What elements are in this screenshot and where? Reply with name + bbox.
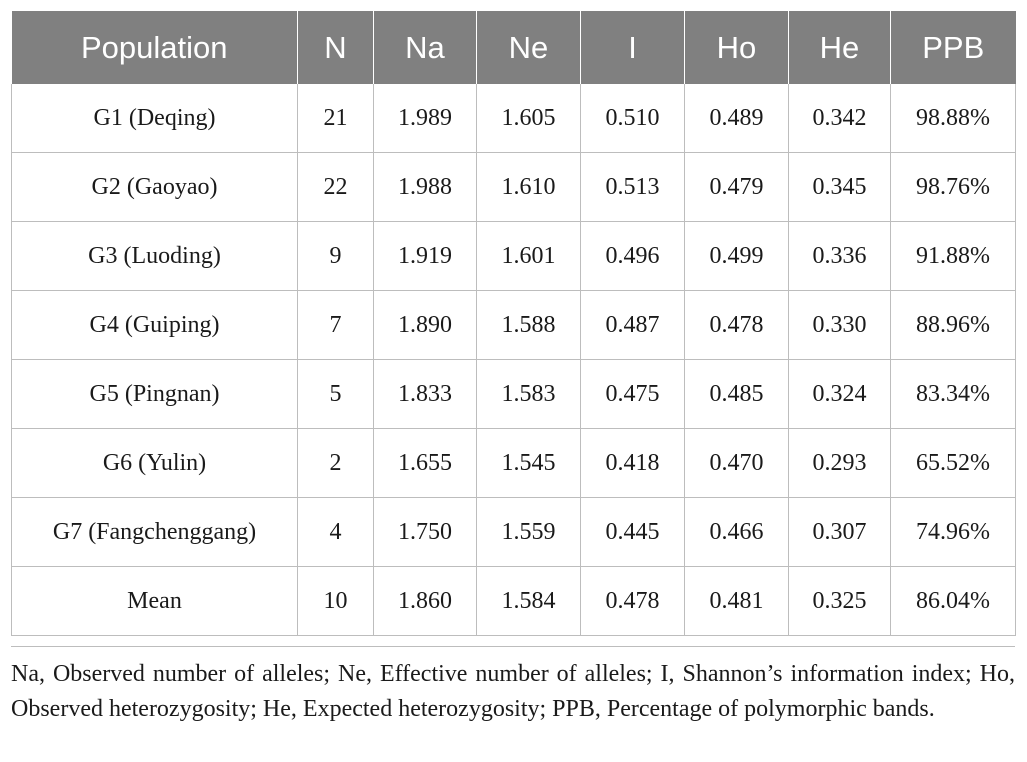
cell-na: 1.919 xyxy=(374,222,477,291)
col-header-ppb: PPB xyxy=(891,11,1016,84)
cell-ho: 0.499 xyxy=(685,222,789,291)
table-row xyxy=(12,429,1016,498)
cell-ne: 1.588 xyxy=(477,291,581,360)
cell-ppb: 91.88% xyxy=(891,222,1016,291)
cell-n: 21 xyxy=(298,84,374,153)
cell-ne: 1.601 xyxy=(477,222,581,291)
cell-ne: 1.545 xyxy=(477,429,581,498)
col-header-ho: Ho xyxy=(685,11,789,84)
cell-population: G7 (Fangchenggang) xyxy=(12,498,298,567)
table-container xyxy=(11,11,1015,727)
cell-he: 0.342 xyxy=(789,84,891,153)
cell-ho: 0.481 xyxy=(685,567,789,636)
cell-ne: 1.583 xyxy=(477,360,581,429)
cell-na: 1.860 xyxy=(374,567,477,636)
table-row xyxy=(12,84,1016,153)
cell-ho: 0.478 xyxy=(685,291,789,360)
table-row-mean xyxy=(12,567,1016,636)
cell-ppb: 98.76% xyxy=(891,153,1016,222)
cell-ppb: 88.96% xyxy=(891,291,1016,360)
cell-ho: 0.485 xyxy=(685,360,789,429)
cell-n: 22 xyxy=(298,153,374,222)
cell-ho: 0.479 xyxy=(685,153,789,222)
cell-i: 0.496 xyxy=(581,222,685,291)
cell-i: 0.475 xyxy=(581,360,685,429)
cell-na: 1.890 xyxy=(374,291,477,360)
cell-population: Mean xyxy=(12,567,298,636)
cell-na: 1.988 xyxy=(374,153,477,222)
cell-ne: 1.605 xyxy=(477,84,581,153)
cell-ppb: 74.96% xyxy=(891,498,1016,567)
cell-n: 7 xyxy=(298,291,374,360)
cell-population: G1 (Deqing) xyxy=(12,84,298,153)
cell-he: 0.324 xyxy=(789,360,891,429)
genetic-diversity-table xyxy=(11,11,1016,636)
cell-i: 0.478 xyxy=(581,567,685,636)
cell-population: G6 (Yulin) xyxy=(12,429,298,498)
cell-ho: 0.489 xyxy=(685,84,789,153)
cell-ho: 0.470 xyxy=(685,429,789,498)
col-header-population: Population xyxy=(12,11,298,84)
col-header-n: N xyxy=(298,11,374,84)
cell-n: 2 xyxy=(298,429,374,498)
table-body xyxy=(12,84,1016,636)
cell-population: G4 (Guiping) xyxy=(12,291,298,360)
table-footnote: Na, Observed number of alleles; Ne, Effective number of alleles; I, Shannon’s information index; Ho, Observed heterozygosity; He, Expected heterozygosity; PPB, Percentage of polymorphic bands. xyxy=(11,646,1015,727)
cell-ne: 1.610 xyxy=(477,153,581,222)
col-header-he: He xyxy=(789,11,891,84)
table-row xyxy=(12,360,1016,429)
table-row xyxy=(12,222,1016,291)
cell-he: 0.293 xyxy=(789,429,891,498)
cell-na: 1.655 xyxy=(374,429,477,498)
cell-n: 10 xyxy=(298,567,374,636)
cell-he: 0.345 xyxy=(789,153,891,222)
col-header-i: I xyxy=(581,11,685,84)
cell-ho: 0.466 xyxy=(685,498,789,567)
cell-he: 0.336 xyxy=(789,222,891,291)
cell-na: 1.750 xyxy=(374,498,477,567)
cell-n: 4 xyxy=(298,498,374,567)
cell-he: 0.330 xyxy=(789,291,891,360)
cell-population: G2 (Gaoyao) xyxy=(12,153,298,222)
cell-population: G3 (Luoding) xyxy=(12,222,298,291)
cell-i: 0.418 xyxy=(581,429,685,498)
cell-i: 0.510 xyxy=(581,84,685,153)
table-row xyxy=(12,153,1016,222)
cell-n: 5 xyxy=(298,360,374,429)
col-header-na: Na xyxy=(374,11,477,84)
table-header xyxy=(12,11,1016,84)
col-header-ne: Ne xyxy=(477,11,581,84)
cell-i: 0.487 xyxy=(581,291,685,360)
cell-ppb: 83.34% xyxy=(891,360,1016,429)
cell-ne: 1.584 xyxy=(477,567,581,636)
cell-ppb: 98.88% xyxy=(891,84,1016,153)
cell-population: G5 (Pingnan) xyxy=(12,360,298,429)
header-row xyxy=(12,11,1016,84)
table-row xyxy=(12,498,1016,567)
cell-he: 0.307 xyxy=(789,498,891,567)
cell-n: 9 xyxy=(298,222,374,291)
cell-i: 0.445 xyxy=(581,498,685,567)
table-row xyxy=(12,291,1016,360)
cell-ppb: 86.04% xyxy=(891,567,1016,636)
cell-na: 1.989 xyxy=(374,84,477,153)
cell-ne: 1.559 xyxy=(477,498,581,567)
cell-he: 0.325 xyxy=(789,567,891,636)
cell-i: 0.513 xyxy=(581,153,685,222)
cell-ppb: 65.52% xyxy=(891,429,1016,498)
cell-na: 1.833 xyxy=(374,360,477,429)
